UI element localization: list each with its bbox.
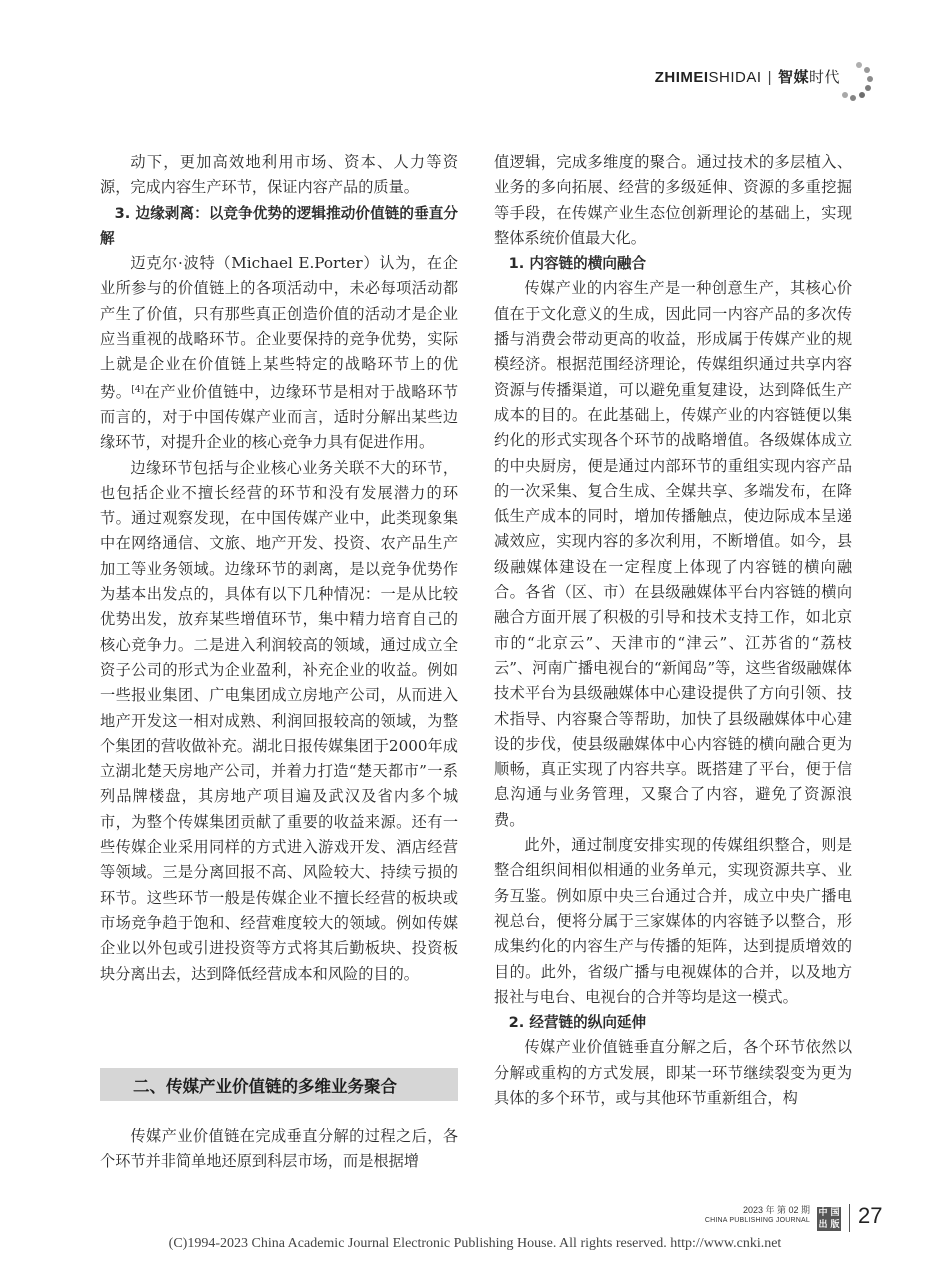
- paragraph: 动下，更加高效地利用市场、资本、人力等资源，完成内容生产环节，保证内容产品的质量。: [100, 153, 458, 197]
- left-column-bottom: [100, 1124, 458, 1175]
- page-number: 27: [858, 1203, 883, 1228]
- brand-separator: |: [767, 69, 772, 86]
- logo-char: 版: [830, 1220, 840, 1230]
- subheading-edge-stripping: 3. 边缘剥离：以竞争优势的逻辑推动价值链的垂直分解: [100, 204, 458, 247]
- journal-logo-icon: [817, 1207, 841, 1231]
- reference-mark: [4]: [131, 384, 145, 395]
- copyright-notice: (C)1994-2023 China Academic Journal Electronic Publishing House. All rights reserved. http://www.cnki.net: [168, 1236, 782, 1251]
- paragraph: 边缘环节包括与企业核心业务关联不大的环节，也包括企业不擅长经营的环节和没有发展潜力的环节。通过观察发现，在中国传媒产业中，此类现象集中在网络通信、文旅、地产开发、投资、农产品生产加工等业务领域。边缘环节的剥离，是以竞争优势作为基本出发点的，具体有以下几种情况：一是从比较优势出发，放弃某些增值环节，集中精力培育自己的核心竞争力。二是进入利润较高的领域，通过成立全资子公司的形式为企业盈利，补充企业的收益。例如一些报业集团、广电集团成立房地产公司，从而进入地产开发这一相对成熟、利润回报较高的领域，为整个集团的营收做补充。湖北日报传媒集团于2000年成立湖北楚天房地产公司，并着力打造“楚天都市”一系列品牌楼盘，其房地产项目遍及武汉及省内多个城市，为整个传媒集团贡献了重要的收益来源。还有一些传媒企业采用同样的方式进入游戏开发、酒店经营等领域。三是分离回报不高、风险较大、持续亏损的环节。这些环节一般是传媒企业不擅长经营的板块或市场竞争趋于饱和、经营难度较大的领域。例如传媒企业以外包或引进投资等方式将其后勤板块、投资板块分离出去，达到降低经营成本和风险的目的。: [100, 458, 458, 983]
- porter-text-b: 在产业价值链中，边缘环节是相对于战略环节而言的，对于中国传媒产业而言，适时分解出某些边缘环节，对提升企业的核心竞争力具有促进作用。: [100, 382, 459, 452]
- journal-brand: [655, 66, 840, 87]
- paragraph: 传媒产业价值链在完成垂直分解的过程之后，各个环节并非简单地还原到科层市场，而是根据增: [100, 1127, 458, 1171]
- logo-char: 出: [818, 1220, 828, 1230]
- brand-latin-bold: ZHIMEI: [654, 69, 709, 86]
- section-heading: 二、传媒产业价值链的多维业务聚合: [133, 1076, 397, 1096]
- brand-dots-icon: [842, 60, 872, 106]
- section-heading-bar: [100, 1068, 458, 1101]
- brand-latin: SHIDAI: [708, 69, 762, 86]
- left-column: [100, 150, 458, 987]
- logo-char: 中: [818, 1208, 828, 1218]
- right-column: [494, 150, 852, 1111]
- paragraph: 此外，通过制度安排实现的传媒组织整合，则是整合组织间相似相通的业务单元，实现资源共享、业务互鉴。例如原中央三台通过合并，成立中央广播电视总台，便将分属于三家媒体的内容链予以整合，形成集约化的内容生产与传播的矩阵，达到提质增效的目的。此外，省级广播与电视媒体的合并，以及地方报社与电台、电视台的合并等均是这一模式。: [494, 836, 852, 1006]
- footer-divider: [849, 1204, 850, 1232]
- paragraph: 传媒产业的内容生产是一种创意生产，其核心价值在于文化意义的生成，因此同一内容产品的多次传播与消费会带动更高的收益，形成属于传媒产业的规模经济。根据范围经济理论，传媒组织通过共享内容资源与传播渠道，可以避免重复建设，达到降低生产成本的目的。在此基础上，传媒产业的内容链便以集约化的形式实现各个环节的战略增值。各级媒体成立的中央厨房，便是通过内部环节的重组实现内容产品的一次采集、复合生成、全媒共享、多端发布，在降低生产成本的同时，增加传播触点，使边际成本呈递减效应，实现内容的多次利用，不断增值。如今，县级融媒体建设在一定程度上体现了内容链的横向融合。各省（区、市）在县级融媒体平台内容链的横向融合方面开展了积极的引导和技术支持工作，如北京市的“北京云”、天津市的“津云”、江苏省的“荔枝云”、河南广播电视台的“新闻岛”等，这些省级融媒体技术平台为县级融媒体中心建设提供了方向引领、技术指导、内容聚合等帮助，加快了县级融媒体中心建设的步伐，使县级融媒体中心内容链的横向融合更为顺畅，真正实现了内容共享。既搭建了平台，便于信息沟通与业务管理，又聚合了内容，避免了资源浪费。: [494, 279, 852, 829]
- brand-cn: 时代: [808, 68, 840, 86]
- paragraph: 传媒产业价值链垂直分解之后，各个环节依然以分解或重构的方式发展，即某一环节继续裂变为更为具体的多个环节，或与其他环节重新组合，构: [494, 1038, 852, 1107]
- issue-text: 2023 年 第 02 期: [742, 1205, 810, 1215]
- subheading-business-chain: 2. 经营链的纵向延伸: [508, 1014, 647, 1032]
- brand-cn-bold: 智媒: [777, 68, 809, 86]
- paragraph: 值逻辑，完成多维度的聚合。通过技术的多层植入、业务的多向拓展、经营的多级延伸、资源的多重挖掘等手段，在传媒产业生态位创新理论的基础上，实现整体系统价值最大化。: [494, 153, 852, 247]
- porter-text-a: 迈克尔·波特（Michael E.Porter）认为，在企业所参与的价值链上的各项活动中，未必每项活动都产生了价值，只有那些真正创造价值的活动才是企业应当重视的战略环节。企业要保持的竞争优势，实际上就是企业在价值链上某些特定的战略环节上的优势。: [100, 254, 458, 401]
- logo-char: 国: [830, 1208, 840, 1218]
- issue-info: [670, 1205, 810, 1225]
- paragraph-porter: [100, 251, 458, 455]
- journal-name-en: CHINA PUBLISHING JOURNAL: [704, 1217, 810, 1224]
- subheading-content-chain: 1. 内容链的横向融合: [508, 255, 647, 273]
